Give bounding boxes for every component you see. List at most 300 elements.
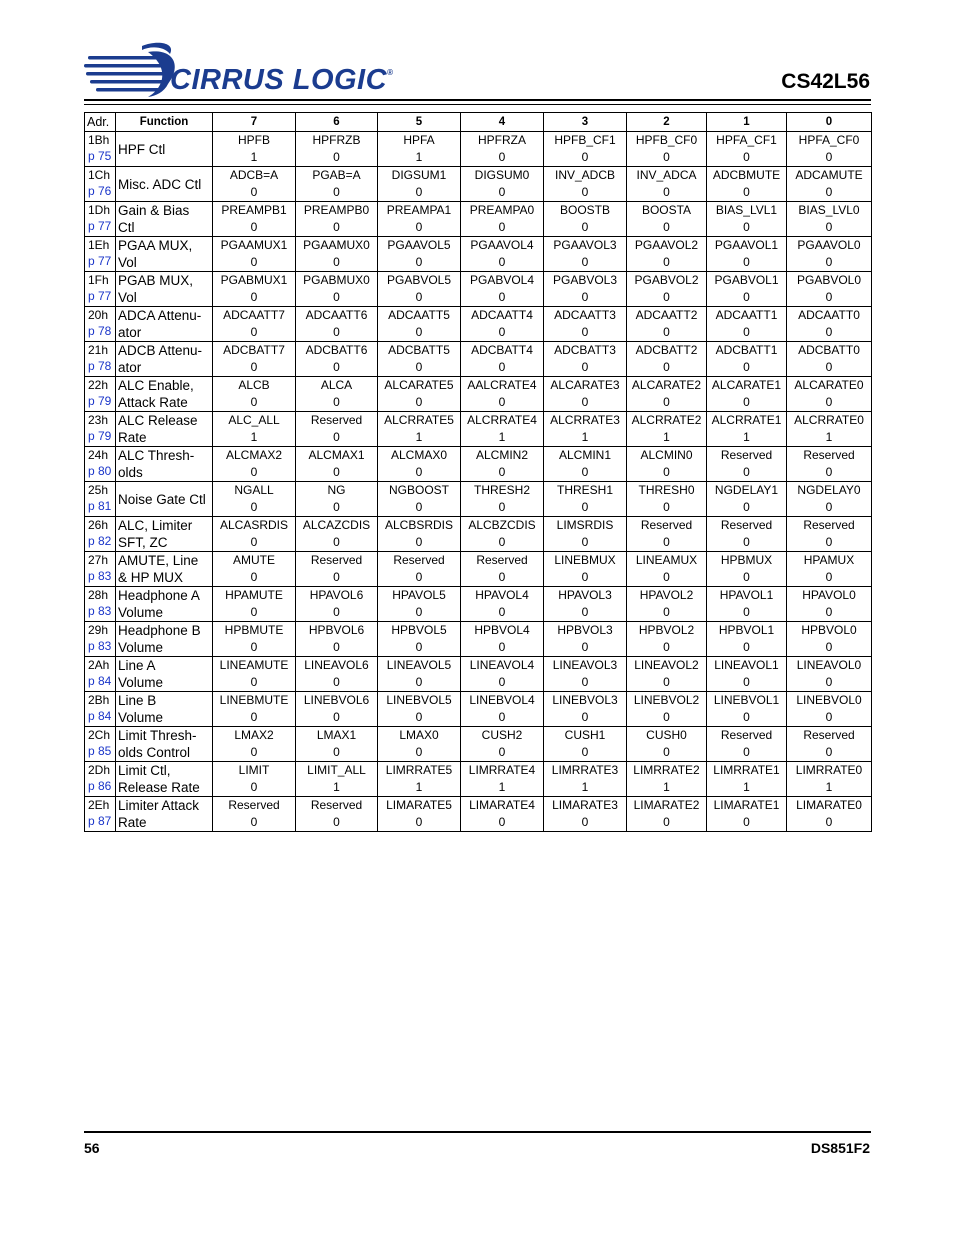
bit-default-value: 1 xyxy=(498,780,506,794)
bit-default-value: 0 xyxy=(333,815,340,829)
register-address-cell xyxy=(85,202,116,237)
bit-default-value: 0 xyxy=(498,360,506,374)
bit-cell xyxy=(461,377,544,412)
bit-cell xyxy=(544,797,627,832)
bit-cell xyxy=(378,377,461,412)
bit-name: ADCAATT0 xyxy=(798,308,860,322)
register-address: 26h xyxy=(88,518,109,532)
bit-name: Reserved xyxy=(803,448,855,462)
bit-default-value: 0 xyxy=(498,535,506,549)
header-bit-6: 6 xyxy=(296,113,378,132)
bit-default-value: 0 xyxy=(333,465,340,479)
document-id: DS851F2 xyxy=(810,1140,870,1156)
bit-name: ADCBATT5 xyxy=(388,343,450,357)
bit-default-value: 0 xyxy=(498,290,506,304)
bit-cell xyxy=(787,727,872,762)
function-label-line: olds Control xyxy=(118,745,191,760)
bit-name: ADCBATT3 xyxy=(554,343,616,357)
bit-cell xyxy=(213,412,296,447)
bit-name: LIMARATE5 xyxy=(386,798,452,812)
function-label-line: Volume xyxy=(118,675,164,690)
bit-name: HPAVOL0 xyxy=(802,588,856,602)
bit-default-value: 0 xyxy=(743,290,750,304)
bit-name: BIAS_LVL0 xyxy=(798,203,860,217)
bit-cell xyxy=(787,377,872,412)
register-function xyxy=(116,692,213,727)
bit-cell xyxy=(707,377,787,412)
bit-cell xyxy=(787,132,872,167)
page-link[interactable]: p 84 xyxy=(88,709,112,723)
bit-cell xyxy=(627,622,707,657)
bit-default-value: 0 xyxy=(250,570,258,584)
bit-name: LIMRRATE5 xyxy=(385,763,453,777)
bit-default-value: 0 xyxy=(250,710,258,724)
bit-default-value: 0 xyxy=(415,325,423,339)
bit-default-value: 0 xyxy=(250,325,258,339)
bit-cell xyxy=(544,132,627,167)
bit-name: ADCAATT7 xyxy=(223,308,285,322)
bit-cell xyxy=(213,482,296,517)
bit-default-value: 0 xyxy=(415,500,423,514)
bit-cell xyxy=(378,307,461,342)
bit-name: ALCMIN1 xyxy=(558,448,611,462)
bit-name: ADCBATT7 xyxy=(223,343,285,357)
bit-name: LINEAVOL1 xyxy=(714,658,779,672)
bit-name: HPFRZB xyxy=(312,133,361,147)
bit-cell xyxy=(787,447,872,482)
bit-default-value: 0 xyxy=(415,640,423,654)
bit-default-value: 0 xyxy=(415,815,423,829)
bit-default-value: 0 xyxy=(415,290,423,304)
function-label-line: PGAB MUX, xyxy=(118,273,194,288)
bit-default-value: 0 xyxy=(825,290,833,304)
bit-default-value: 1 xyxy=(743,430,750,444)
table-row xyxy=(85,167,872,202)
bit-name: Reserved xyxy=(310,413,363,427)
page-link[interactable]: p 82 xyxy=(88,534,112,548)
bit-name: LINEBVOL1 xyxy=(713,693,780,707)
function-label-line: Misc. ADC Ctl xyxy=(118,176,202,192)
bit-name: LINEBVOL3 xyxy=(552,693,618,707)
header-rule-thin xyxy=(84,104,871,105)
bit-cell xyxy=(707,762,787,797)
function-label-line: Release Rate xyxy=(118,780,200,795)
register-address-cell xyxy=(85,447,116,482)
bit-default-value: 0 xyxy=(581,395,589,409)
bit-default-value: 0 xyxy=(498,710,506,724)
bit-cell xyxy=(787,272,872,307)
bit-name: HPAVOL6 xyxy=(309,588,364,602)
bit-name: LMAX2 xyxy=(234,728,274,742)
header-bit-7: 7 xyxy=(213,113,296,132)
bit-default-value: 0 xyxy=(250,500,258,514)
function-label-line: Noise Gate Ctl xyxy=(118,491,206,507)
bit-default-value: 0 xyxy=(415,570,423,584)
bit-default-value: 0 xyxy=(743,535,750,549)
bit-cell xyxy=(544,307,627,342)
footer-rule xyxy=(84,1131,871,1133)
bit-cell xyxy=(787,797,872,832)
function-label-line: ator xyxy=(118,360,142,375)
bit-cell xyxy=(378,132,461,167)
bit-cell xyxy=(296,692,378,727)
page-link[interactable]: p 86 xyxy=(88,779,112,793)
bit-default-value: 0 xyxy=(743,710,750,724)
bit-cell xyxy=(378,202,461,237)
register-function xyxy=(116,167,213,202)
bit-default-value: 0 xyxy=(498,745,506,759)
bit-cell xyxy=(461,622,544,657)
register-address: 1Ch xyxy=(88,168,111,182)
bit-cell xyxy=(461,552,544,587)
bit-cell xyxy=(378,272,461,307)
bit-name: LIMRRATE3 xyxy=(551,763,619,777)
bit-default-value: 0 xyxy=(743,815,750,829)
bit-default-value: 0 xyxy=(825,605,833,619)
register-address-cell xyxy=(85,552,116,587)
bit-name: HPBMUX xyxy=(720,553,773,567)
bit-cell xyxy=(296,377,378,412)
bit-default-value: 0 xyxy=(663,815,670,829)
bit-cell xyxy=(461,272,544,307)
bit-default-value: 0 xyxy=(581,185,589,199)
table-row xyxy=(85,552,872,587)
bit-name: AMUTE xyxy=(233,553,275,567)
bit-name: LIMSRDIS xyxy=(556,518,614,532)
function-label-line: ALC Release xyxy=(118,413,198,428)
bit-name: ALCBSRDIS xyxy=(384,518,454,532)
bit-name: ALCBZCDIS xyxy=(468,518,536,532)
bit-default-value: 1 xyxy=(250,430,258,444)
bit-name: LINEBMUTE xyxy=(219,693,289,707)
page-link[interactable]: p 77 xyxy=(88,289,112,303)
bit-default-value: 0 xyxy=(825,395,833,409)
table-row xyxy=(85,377,872,412)
bit-default-value: 0 xyxy=(333,535,340,549)
register-address-cell xyxy=(85,587,116,622)
bit-name: ADCAATT1 xyxy=(715,308,778,322)
page-link[interactable]: p 78 xyxy=(88,359,112,373)
bit-default-value: 1 xyxy=(825,430,833,444)
bit-default-value: 0 xyxy=(581,255,589,269)
page-link[interactable]: p 77 xyxy=(88,219,112,233)
bit-name: BIAS_LVL1 xyxy=(715,203,778,217)
bit-cell xyxy=(544,202,627,237)
function-label-line: Volume xyxy=(118,640,164,655)
bit-default-value: 0 xyxy=(581,220,589,234)
bit-cell xyxy=(378,447,461,482)
bit-name: LINEAVOL6 xyxy=(304,658,369,672)
table-row xyxy=(85,762,872,797)
bit-name: HPBVOL3 xyxy=(557,623,613,637)
function-label-line: ADCA Attenu- xyxy=(118,308,202,323)
register-address-cell xyxy=(85,622,116,657)
bit-name: LIMRRATE0 xyxy=(795,763,863,777)
bit-default-value: 0 xyxy=(250,675,258,689)
bit-default-value: 0 xyxy=(743,605,750,619)
bit-name: NGBOOST xyxy=(388,483,449,497)
bit-name: HPAVOL5 xyxy=(392,588,446,602)
bit-cell xyxy=(707,412,787,447)
bit-name: ALCRRATE5 xyxy=(384,413,454,427)
page-link[interactable]: p 77 xyxy=(88,254,112,268)
bit-cell xyxy=(296,412,378,447)
bit-name: PREAMPA0 xyxy=(469,203,535,217)
bit-name: NG xyxy=(327,483,346,497)
bit-name: ALCMIN2 xyxy=(475,448,528,462)
function-label-line: Volume xyxy=(118,710,164,725)
bit-default-value: 0 xyxy=(825,360,833,374)
bit-name: PGABVOL3 xyxy=(552,273,618,287)
bit-cell xyxy=(787,237,872,272)
bit-default-value: 0 xyxy=(498,395,506,409)
table-row xyxy=(85,692,872,727)
bit-cell xyxy=(707,692,787,727)
bit-name: LIMRRATE2 xyxy=(633,763,700,777)
bit-name: NGDELAY0 xyxy=(797,483,861,497)
bit-cell xyxy=(296,342,378,377)
bit-default-value: 0 xyxy=(415,710,423,724)
bit-default-value: 0 xyxy=(663,570,670,584)
bit-cell xyxy=(378,412,461,447)
bit-cell xyxy=(213,377,296,412)
bit-name: PREAMPA1 xyxy=(386,203,452,217)
bit-cell xyxy=(707,237,787,272)
register-function xyxy=(116,587,213,622)
bit-cell xyxy=(627,167,707,202)
function-label-line: HPF Ctl xyxy=(118,141,166,157)
page-link[interactable]: p 75 xyxy=(88,149,112,163)
register-address: 24h xyxy=(88,448,109,462)
page-link[interactable]: p 87 xyxy=(88,814,112,828)
function-label-line: Line A xyxy=(118,658,156,673)
bit-name: HPBVOL6 xyxy=(308,623,365,637)
bit-cell xyxy=(378,797,461,832)
bit-default-value: 0 xyxy=(581,675,589,689)
register-address-cell xyxy=(85,342,116,377)
bit-name: LIMRRATE1 xyxy=(713,763,780,777)
bit-default-value: 0 xyxy=(581,745,589,759)
bit-cell xyxy=(461,657,544,692)
bit-default-value: 0 xyxy=(663,150,670,164)
bit-default-value: 0 xyxy=(581,640,589,654)
bit-default-value: 0 xyxy=(333,325,340,339)
register-function xyxy=(116,762,213,797)
bit-name: ADCAATT6 xyxy=(305,308,368,322)
bit-name: HPFRZA xyxy=(478,133,526,147)
bit-name: ALCRRATE3 xyxy=(550,413,620,427)
bit-name: HPBVOL0 xyxy=(801,623,857,637)
bit-name: LINEAVOL3 xyxy=(552,658,618,672)
bit-cell xyxy=(787,587,872,622)
bit-cell xyxy=(627,342,707,377)
page-link[interactable]: p 83 xyxy=(88,569,112,583)
bit-cell xyxy=(707,657,787,692)
bit-name: ALCB xyxy=(238,378,270,392)
bit-cell xyxy=(707,307,787,342)
bit-cell xyxy=(213,342,296,377)
bit-default-value: 0 xyxy=(498,815,506,829)
page-link[interactable]: p 83 xyxy=(88,639,112,653)
bit-name: LINEBVOL6 xyxy=(303,693,370,707)
function-label-line: Limiter Attack xyxy=(118,798,200,813)
bit-cell xyxy=(378,622,461,657)
bit-cell xyxy=(461,797,544,832)
bit-default-value: 0 xyxy=(743,570,750,584)
bit-cell xyxy=(213,762,296,797)
bit-name: ADCAATT4 xyxy=(471,308,533,322)
bit-cell xyxy=(627,797,707,832)
bit-cell xyxy=(787,167,872,202)
bit-default-value: 0 xyxy=(333,255,340,269)
bit-name: THRESH1 xyxy=(556,483,613,497)
bit-cell xyxy=(544,482,627,517)
bit-name: HPFB xyxy=(237,133,270,147)
bit-cell xyxy=(787,412,872,447)
bit-name: ALCMAX0 xyxy=(390,448,448,462)
bit-default-value: 0 xyxy=(250,185,258,199)
register-address-cell xyxy=(85,377,116,412)
bit-cell xyxy=(213,552,296,587)
register-address: 1Bh xyxy=(88,133,110,147)
table-row xyxy=(85,342,872,377)
bit-cell xyxy=(296,552,378,587)
function-label-line: Line B xyxy=(118,693,157,708)
bit-name: PGAAMUX0 xyxy=(303,238,370,252)
page-link[interactable]: p 84 xyxy=(88,674,112,688)
page-link[interactable]: p 76 xyxy=(88,184,112,198)
register-address: 22h xyxy=(88,378,109,392)
page-link[interactable]: p 83 xyxy=(88,604,112,618)
page-link[interactable]: p 79 xyxy=(88,429,112,443)
function-label-line: Vol xyxy=(118,255,137,270)
bit-cell xyxy=(627,587,707,622)
bit-name: PGAAVOL2 xyxy=(634,238,699,252)
bit-name: LINEAVOL4 xyxy=(469,658,535,672)
page-link[interactable]: p 85 xyxy=(88,744,112,758)
bit-name: HPAVOL3 xyxy=(558,588,612,602)
bit-default-value: 0 xyxy=(498,570,506,584)
bit-cell xyxy=(461,587,544,622)
bit-cell xyxy=(627,307,707,342)
bit-name: CUSH0 xyxy=(646,728,687,742)
bit-name: Reserved xyxy=(720,728,773,742)
bit-cell xyxy=(378,167,461,202)
bit-cell xyxy=(296,272,378,307)
bit-default-value: 0 xyxy=(663,535,670,549)
bit-cell xyxy=(296,237,378,272)
bit-name: HPBVOL5 xyxy=(391,623,447,637)
bit-default-value: 0 xyxy=(250,395,258,409)
bit-name: ALCRRATE1 xyxy=(711,413,782,427)
page-link[interactable]: p 78 xyxy=(88,324,112,338)
bit-name: Reserved xyxy=(476,553,528,567)
bit-name: AALCRATE4 xyxy=(467,378,537,392)
register-address-cell xyxy=(85,727,116,762)
bit-cell xyxy=(378,342,461,377)
bit-default-value: 0 xyxy=(825,500,833,514)
page-link[interactable]: p 80 xyxy=(88,464,112,478)
bit-default-value: 0 xyxy=(825,640,833,654)
bit-name: HPBVOL1 xyxy=(718,623,775,637)
bit-cell xyxy=(461,727,544,762)
bit-cell xyxy=(213,657,296,692)
bit-name: HPFA_CF0 xyxy=(798,133,860,147)
bit-name: ADCBMUTE xyxy=(712,168,781,182)
bit-cell xyxy=(707,622,787,657)
document-title: CS42L56 xyxy=(781,70,870,93)
register-map-table xyxy=(84,112,872,832)
bit-name: ALCMAX2 xyxy=(225,448,283,462)
bit-name: PGAAVOL0 xyxy=(797,238,861,252)
bit-name: ADCBATT4 xyxy=(471,343,533,357)
bit-default-value: 0 xyxy=(663,395,670,409)
bit-cell xyxy=(707,272,787,307)
bit-default-value: 1 xyxy=(333,780,340,794)
bit-cell xyxy=(213,132,296,167)
bit-default-value: 0 xyxy=(333,745,340,759)
bit-default-value: 0 xyxy=(663,675,670,689)
bit-name: LINEAVOL2 xyxy=(634,658,699,672)
bit-name: BOOSTA xyxy=(641,203,692,217)
function-label-line: Rate xyxy=(118,430,147,445)
bit-default-value: 0 xyxy=(581,465,589,479)
table-row xyxy=(85,482,872,517)
bit-default-value: 0 xyxy=(663,710,670,724)
bit-name: HPFB_CF0 xyxy=(635,133,698,147)
bit-default-value: 0 xyxy=(743,465,750,479)
bit-name: ADCAATT2 xyxy=(635,308,698,322)
bit-name: Reserved xyxy=(310,553,363,567)
bit-name: HPBVOL2 xyxy=(638,623,695,637)
bit-name: Reserved xyxy=(720,518,773,532)
bit-name: PGAB=A xyxy=(312,168,361,182)
bit-default-value: 0 xyxy=(825,710,833,724)
bit-cell xyxy=(544,377,627,412)
bit-cell xyxy=(213,202,296,237)
bit-cell xyxy=(544,552,627,587)
bit-cell xyxy=(627,727,707,762)
register-address-cell xyxy=(85,307,116,342)
page-link[interactable]: p 79 xyxy=(88,394,112,408)
bit-default-value: 0 xyxy=(415,360,423,374)
bit-name: ADCAATT3 xyxy=(554,308,616,322)
bit-name: PGABVOL2 xyxy=(634,273,699,287)
function-label-line: Gain & Bias xyxy=(118,203,190,218)
bit-default-value: 0 xyxy=(415,675,423,689)
function-label-line: ator xyxy=(118,325,142,340)
bit-default-value: 0 xyxy=(250,640,258,654)
bit-cell xyxy=(544,237,627,272)
bit-cell xyxy=(461,412,544,447)
bit-name: LIMARATE1 xyxy=(713,798,780,812)
bit-cell xyxy=(461,692,544,727)
bit-name: LMAX0 xyxy=(399,728,439,742)
page-link[interactable]: p 81 xyxy=(88,499,112,513)
bit-default-value: 0 xyxy=(581,500,589,514)
bit-cell xyxy=(544,342,627,377)
bit-default-value: 0 xyxy=(743,360,750,374)
bit-name: THRESH2 xyxy=(473,483,530,497)
bit-cell xyxy=(378,552,461,587)
bit-cell xyxy=(707,517,787,552)
bit-name: HPAVOL2 xyxy=(639,588,694,602)
function-label-line: Rate xyxy=(118,815,147,830)
bit-cell xyxy=(544,412,627,447)
bit-cell xyxy=(378,692,461,727)
bit-default-value: 0 xyxy=(663,220,670,234)
bit-cell xyxy=(378,657,461,692)
